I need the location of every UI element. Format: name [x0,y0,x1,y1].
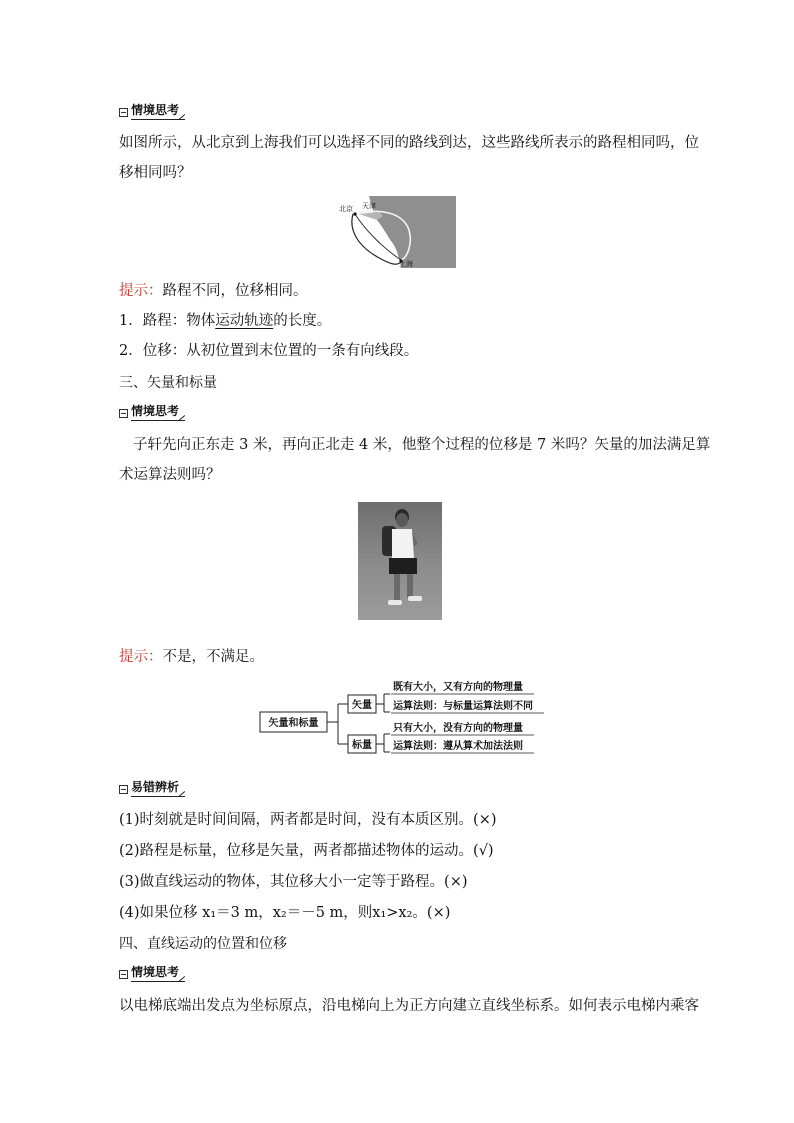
question-text: 子轩先向正东走 3 米，再向正北走 4 米，他整个过程的位移是 7 米吗？矢量的加法满足算 [133,437,711,453]
hint-text: 不是，不满足。 [162,649,264,665]
error-item: (3)做直线运动的物体，其位移大小一定等于路程。(×) [119,874,468,890]
map-label-beijing: 北京 [339,205,353,213]
vector-scalar-diagram [258,676,548,756]
map-label-shanghai: 上海 [399,260,413,268]
route-map-image [339,196,456,268]
error-analysis-tag: 易错辨析 [119,779,185,797]
tag-box-icon [119,970,128,979]
section-heading: 三、矢量和标量 [119,375,217,391]
question-text: 如图所示，从北京到上海我们可以选择不同的路线到达，这些路线所表示的路程相同吗，位 [119,135,699,151]
error-item: (2)路程是标量，位移是矢量，两者都描述物体的运动。(√) [119,843,494,859]
scenario-tag: 情境思考 [119,403,185,421]
tag-box-icon [119,108,128,117]
scalar-definition: 只有大小，没有方向的物理量 [393,723,523,734]
hint-line [119,281,679,301]
diagram-scalar-label: 标量 [352,740,372,751]
boy-walking-photo [358,502,442,620]
vector-rule: 运算法则：与标量运算法则不同 [393,701,533,712]
tag-box-icon [119,785,128,794]
question-text: 术运算法则吗？ [119,467,221,483]
hint-line [119,647,679,667]
scenario-tag: 情境思考 [119,102,185,120]
diagram-vector-label: 矢量 [352,700,372,711]
hint-text: 路程不同，位移相同。 [162,283,308,299]
error-item: (1)时刻就是时间间隔，两者都是时间，没有本质区别。(×) [119,812,497,828]
scalar-rule: 运算法则：遵从算术加法法则 [393,741,523,752]
scenario-tag: 情境思考 [119,964,185,982]
definition-distance: 1．路程：物体运动轨迹的长度。 [119,313,332,329]
vector-definition: 既有大小，又有方向的物理量 [393,682,523,693]
section-heading: 四、直线运动的位置和位移 [119,936,287,952]
tag-box-icon [119,409,128,418]
definition-displacement: 2．位移：从初位置到末位置的一条有向线段。 [119,343,419,359]
question-text: 移相同吗？ [119,165,192,181]
error-item: (4)如果位移 x₁＝3 m，x₂＝－5 m，则x₁>x₂。(×) [119,905,451,921]
hint-label: 提示： [119,649,163,665]
underlined-term: 运动轨迹 [215,313,274,329]
hint-label: 提示： [119,283,163,299]
map-label-tianjin: 天津 [362,202,376,210]
question-text: 以电梯底端出发点为坐标原点，沿电梯向上为正方向建立直线坐标系。如何表示电梯内乘客 [119,998,699,1014]
diagram-root-label: 矢量和标量 [268,718,319,729]
